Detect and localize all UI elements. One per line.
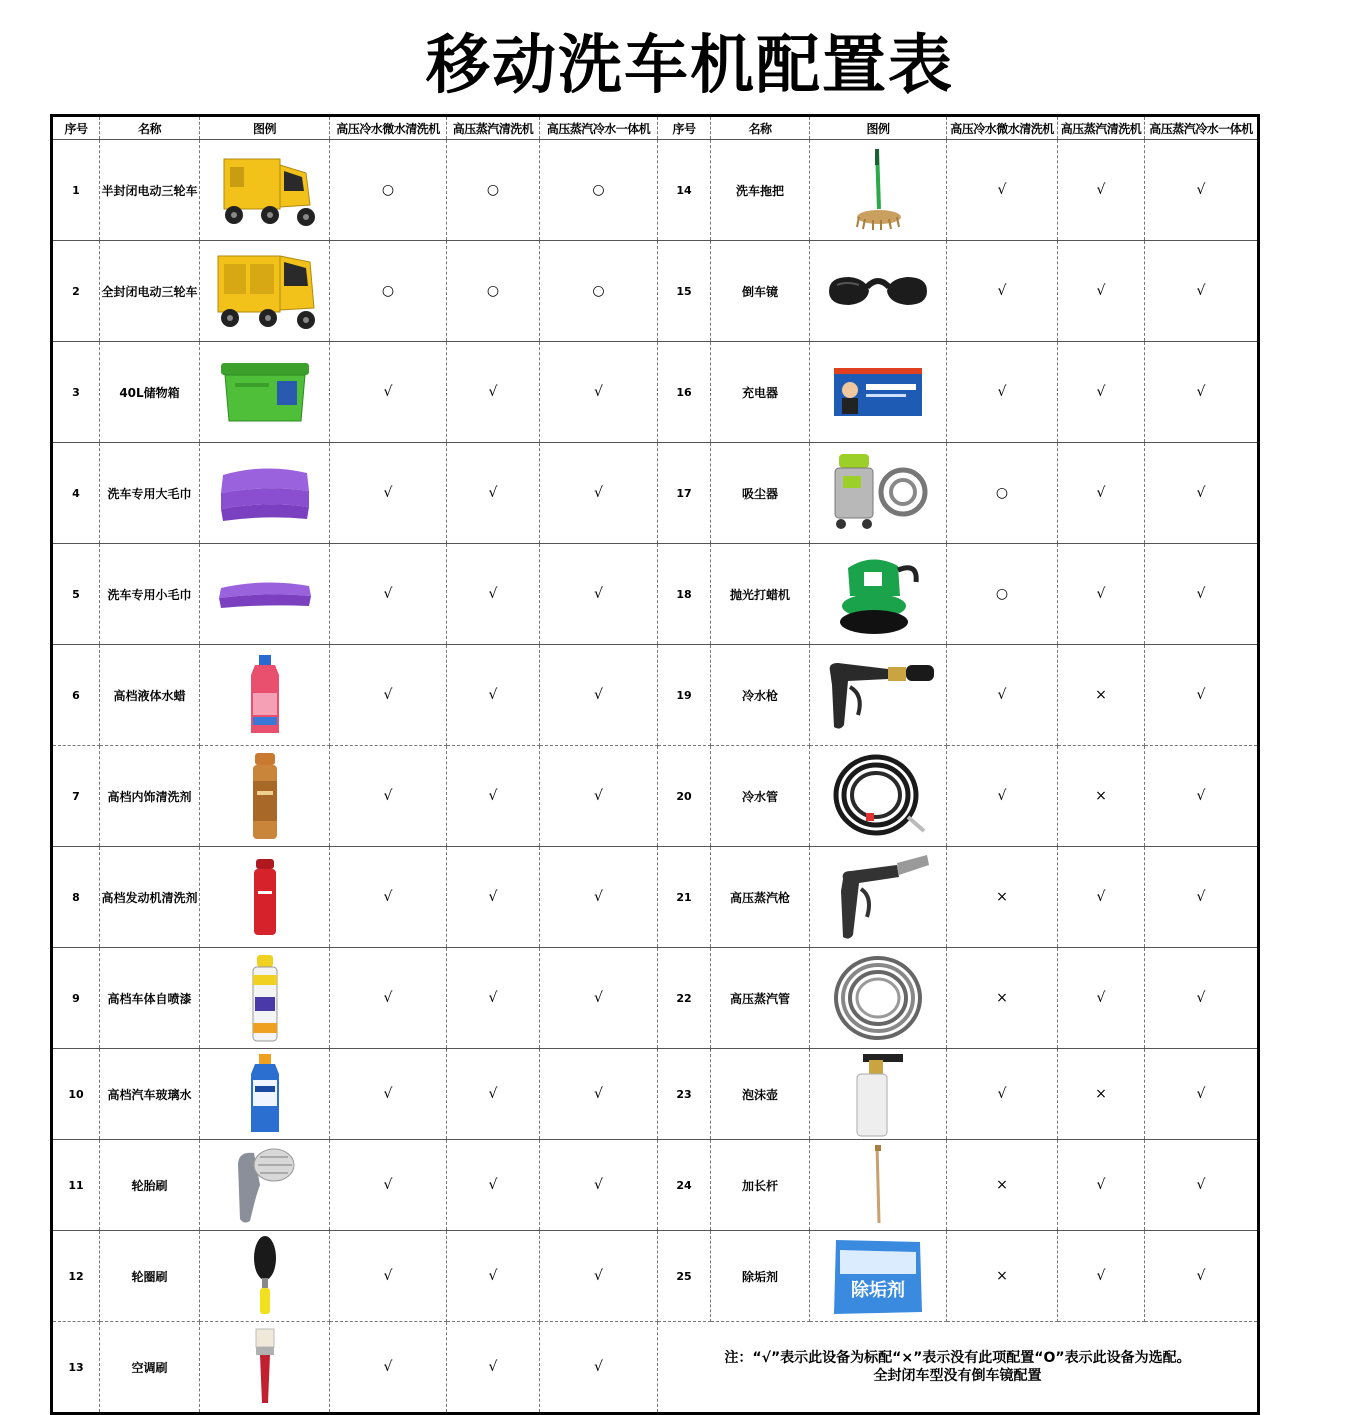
steam-gun-icon [823,851,933,943]
item-number: 21 [658,847,711,948]
config-mark: √ [1058,1231,1145,1322]
config-mark: × [1058,746,1145,847]
config-mark: √ [540,443,658,544]
charger-box-icon [830,362,926,422]
item-name: 吸尘器 [711,443,810,544]
legend-note [658,1322,1259,1414]
item-number: 22 [658,948,711,1049]
item-name: 抛光打蜡机 [711,544,810,645]
config-mark: √ [540,645,658,746]
config-mark: √ [447,544,540,645]
config-mark: √ [330,746,447,847]
config-mark: √ [540,948,658,1049]
item-number: 10 [52,1049,100,1140]
header-image: 图例 [200,116,330,140]
config-mark: √ [447,1049,540,1140]
item-name: 除垢剂 [711,1231,810,1322]
config-mark: √ [330,443,447,544]
item-name: 充电器 [711,342,810,443]
config-mark: √ [1145,645,1259,746]
item-name: 高档汽车玻璃水 [100,1049,200,1140]
item-number: 8 [52,847,100,948]
config-mark: √ [947,1049,1058,1140]
config-mark: √ [1145,241,1259,342]
semi-enclosed-tricycle-icon [210,145,320,235]
config-mark: √ [1145,746,1259,847]
config-mark: × [947,1140,1058,1231]
config-mark: √ [1145,342,1259,443]
config-mark: √ [330,1322,447,1414]
config-mark: ○ [540,140,658,241]
table-row [52,140,1259,241]
config-mark: × [947,948,1058,1049]
extension-rod-icon [868,1143,888,1227]
item-number: 9 [52,948,100,1049]
config-mark: √ [330,1231,447,1322]
foam-pot-icon [843,1050,913,1138]
config-mark: √ [447,645,540,746]
item-name: 加长杆 [711,1140,810,1231]
config-mark: √ [330,1049,447,1140]
header-cold-water-washer: 高压冷水微水清洗机 [330,116,447,140]
config-mark: √ [540,1231,658,1322]
ac-brush-icon [250,1327,280,1407]
item-name: 洗车专用小毛巾 [100,544,200,645]
interior-cleaner-can-icon [247,751,283,841]
item-number: 23 [658,1049,711,1140]
polisher-icon [828,548,928,640]
header-steam-washer: 高压蒸汽清洗机 [447,116,540,140]
item-number: 5 [52,544,100,645]
config-mark: × [1058,1049,1145,1140]
config-mark: √ [1058,443,1145,544]
item-number: 15 [658,241,711,342]
config-mark: √ [540,1322,658,1414]
config-mark: √ [330,1140,447,1231]
config-mark: ○ [947,544,1058,645]
config-mark: √ [447,1231,540,1322]
header-seq: 序号 [658,116,711,140]
table-row [52,746,1259,847]
config-mark: √ [1058,1140,1145,1231]
header-image: 图例 [810,116,947,140]
item-number: 1 [52,140,100,241]
rim-brush-icon [250,1234,280,1318]
item-number: 6 [52,645,100,746]
small-towel-icon [215,574,315,614]
item-number: 12 [52,1231,100,1322]
config-mark: √ [447,1322,540,1414]
descaler-bag-label: 除垢剂 [851,1280,905,1301]
mop-icon [833,145,923,235]
table-row [52,847,1259,948]
item-name: 高压蒸汽枪 [711,847,810,948]
config-mark: √ [947,645,1058,746]
config-mark: √ [1058,544,1145,645]
header-seq: 序号 [52,116,100,140]
table-row [52,645,1259,746]
config-mark: ○ [330,241,447,342]
liquid-wax-bottle-icon [245,653,285,737]
config-mark: √ [947,342,1058,443]
item-name: 洗车拖把 [711,140,810,241]
item-number: 18 [658,544,711,645]
header-steam-washer: 高压蒸汽清洗机 [1058,116,1145,140]
config-mark: √ [1058,948,1145,1049]
item-number: 19 [658,645,711,746]
item-number: 14 [658,140,711,241]
legend-note-line2: 全封闭车型没有倒车镜配置 [873,1368,1042,1384]
table-row [52,342,1259,443]
config-mark: ○ [447,140,540,241]
item-number: 3 [52,342,100,443]
item-number: 20 [658,746,711,847]
header-cold-water-washer: 高压冷水微水清洗机 [947,116,1058,140]
item-name: 轮胎刷 [100,1140,200,1231]
windshield-fluid-bottle-icon [245,1052,285,1136]
config-mark: √ [1058,140,1145,241]
config-mark: √ [330,847,447,948]
config-mark: √ [1145,1231,1259,1322]
item-name: 高档发动机清洗剂 [100,847,200,948]
item-name: 高档车体自喷漆 [100,948,200,1049]
steam-hose-icon [828,952,928,1044]
item-name: 冷水枪 [711,645,810,746]
config-mark: √ [1145,140,1259,241]
rearview-mirror-icon [823,261,933,321]
item-name: 40L储物箱 [100,342,200,443]
config-mark: ○ [330,140,447,241]
config-mark: √ [1058,241,1145,342]
config-mark: √ [330,342,447,443]
table-row [52,443,1259,544]
page-title: 移动洗车机配置表 [426,29,954,103]
engine-cleaner-can-icon [250,857,280,937]
item-name: 冷水管 [711,746,810,847]
config-table [50,114,1260,1415]
storage-box-icon [215,357,315,427]
config-mark: √ [1145,1049,1259,1140]
item-number: 2 [52,241,100,342]
config-mark: √ [330,544,447,645]
item-number: 25 [658,1231,711,1322]
table-row [52,948,1259,1049]
table-row [52,544,1259,645]
item-number: 7 [52,746,100,847]
item-name: 倒车镜 [711,241,810,342]
item-number: 13 [52,1322,100,1414]
item-name: 泡沫壶 [711,1049,810,1140]
config-mark: √ [330,645,447,746]
config-mark: × [947,847,1058,948]
water-hose-icon [828,751,928,841]
config-mark: √ [447,443,540,544]
config-mark: ○ [447,241,540,342]
item-name: 高档内饰清洗剂 [100,746,200,847]
item-number: 16 [658,342,711,443]
config-mark: √ [447,948,540,1049]
water-gun-icon [818,655,938,735]
config-mark: √ [540,1140,658,1231]
config-mark: √ [1145,1140,1259,1231]
header-name: 名称 [100,116,200,140]
item-name: 高压蒸汽管 [711,948,810,1049]
config-mark: √ [947,241,1058,342]
config-mark: √ [540,544,658,645]
large-towel-icon [215,461,315,525]
config-mark: √ [540,847,658,948]
config-mark: × [1058,645,1145,746]
config-mark: √ [1145,443,1259,544]
tire-brush-icon [230,1145,300,1225]
header-steam-cold-combo: 高压蒸汽冷水一体机 [540,116,658,140]
header-name: 名称 [711,116,810,140]
config-mark: √ [1058,847,1145,948]
config-mark: √ [447,342,540,443]
config-mark: √ [1145,948,1259,1049]
config-mark: √ [1058,342,1145,443]
vacuum-cleaner-icon [823,448,933,538]
table-row [52,241,1259,342]
table-row [52,1231,1259,1322]
legend-note-line1: 注：“√”表示此设备为标配“×”表示没有此项配置“O”表示此设备为选配。 [724,1350,1191,1366]
enclosed-tricycle-icon [210,246,320,336]
config-mark: × [947,1231,1058,1322]
header-row [52,116,1259,140]
item-number: 17 [658,443,711,544]
config-mark: √ [540,342,658,443]
config-mark: √ [330,948,447,1049]
header-steam-cold-combo: 高压蒸汽冷水一体机 [1145,116,1259,140]
config-mark: √ [540,746,658,847]
config-mark: ○ [947,443,1058,544]
config-mark: √ [447,746,540,847]
item-name: 空调刷 [100,1322,200,1414]
config-mark: √ [447,847,540,948]
table-row [52,1140,1259,1231]
item-number: 4 [52,443,100,544]
item-name: 洗车专用大毛巾 [100,443,200,544]
item-number: 11 [52,1140,100,1231]
table-row [52,1049,1259,1140]
config-mark: √ [1145,544,1259,645]
config-mark: ○ [540,241,658,342]
item-name: 全封闭电动三轮车 [100,241,200,342]
spray-paint-can-icon [247,953,283,1043]
config-mark: √ [447,1140,540,1231]
item-name: 半封闭电动三轮车 [100,140,200,241]
descaler-bag-icon [828,1234,928,1318]
config-mark: √ [1145,847,1259,948]
config-mark: √ [947,746,1058,847]
item-name: 轮圈刷 [100,1231,200,1322]
item-number: 24 [658,1140,711,1231]
config-mark: √ [540,1049,658,1140]
item-name: 高档液体水蜡 [100,645,200,746]
table-row [52,1322,1259,1414]
config-mark: √ [947,140,1058,241]
